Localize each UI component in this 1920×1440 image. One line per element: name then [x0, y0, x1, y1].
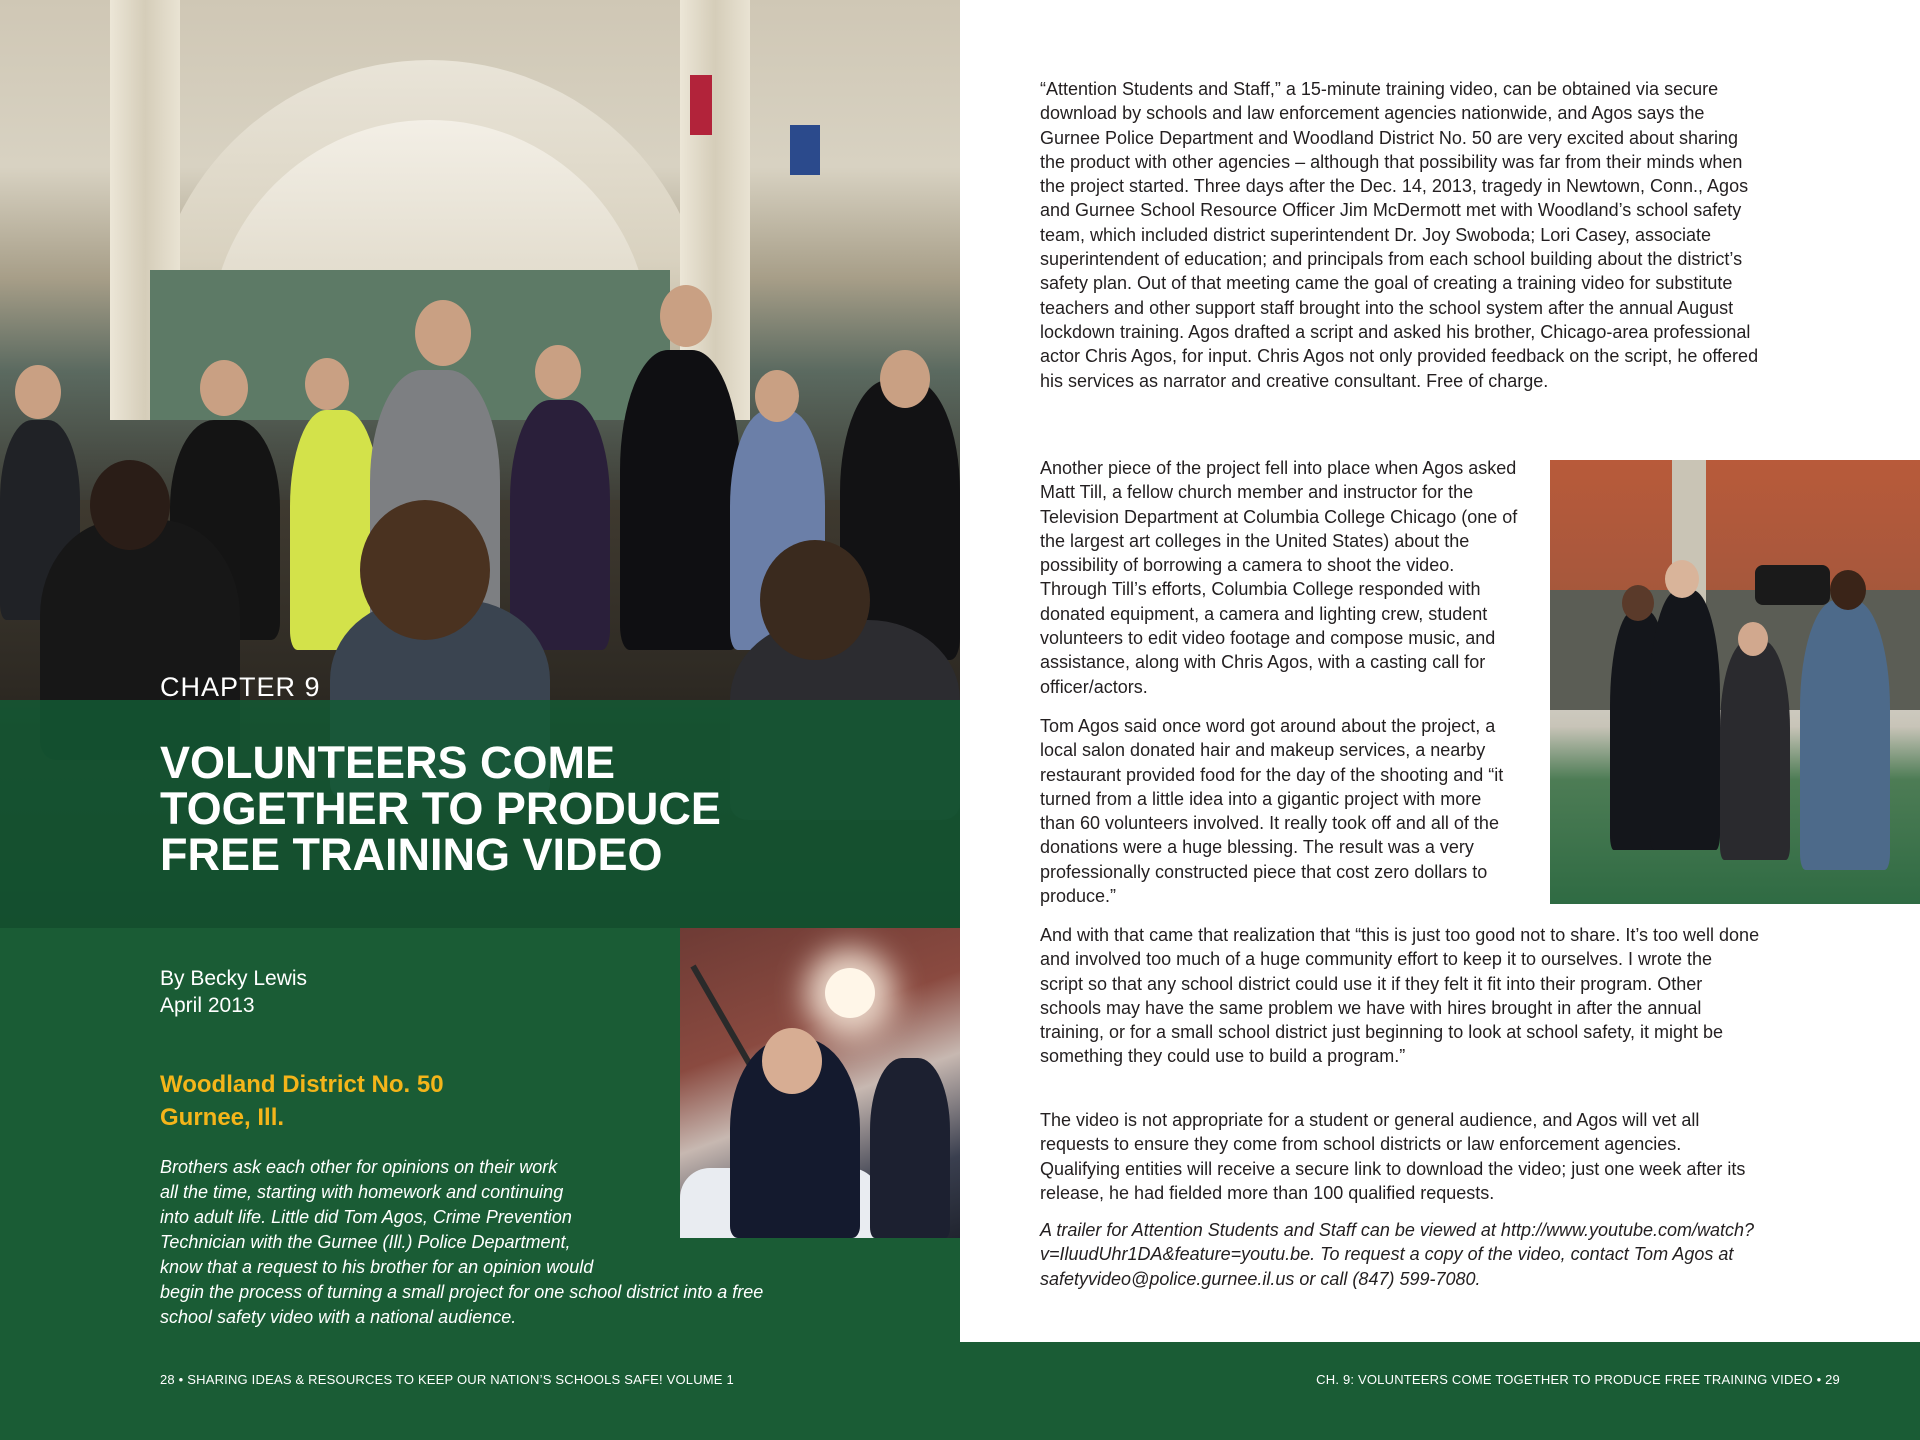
- trailer-note: A trailer for Attention Students and Staff can be viewed at http://www.youtube.com/watch?v=IluudUhr1DA&feature=youtu.be. To request a copy of the video, contact Tom Agos at safetyvideo@police.gurnee.il.us or call (847) 599-7080.: [1040, 1220, 1755, 1289]
- footer-band: [960, 1342, 1920, 1440]
- right-page: [960, 0, 1920, 1440]
- photo-person-head: [90, 460, 170, 550]
- photo-boom-mic: [690, 965, 755, 1072]
- photo-person-head: [1830, 570, 1866, 610]
- chapter-label: CHAPTER 9: [160, 672, 321, 702]
- byline-date: April 2013: [160, 994, 255, 1017]
- photo-banner: [790, 125, 820, 175]
- photo-officer-head: [762, 1028, 822, 1094]
- photo-person-head: [660, 285, 712, 347]
- body-paragraph: “Attention Students and Staff,” a 15-minute training video, can be obtained via secure download by schools and law enforcement agencies nationwide, and Agos says the Gurnee Police Department and Woodland District No. 50 are very excited about sharing the product with other agencies – although that possibility was far from their minds when the project started. Three days after the Dec. 14, 2013, tragedy in Newtown, Conn., Agos and Gurnee School Resource Officer Jim McDermott met with Woodland’s school safety team, which included district superintendent Dr. Joy Swoboda; Lori Casey, associate superintendent of education; and principals from each school building about the district’s safety plan. Out of that meeting came the goal of creating a training video for substitute teachers and other support staff brought into the school system after the annual August lockdown training. Agos drafted a script and asked his brother, Chicago-area professional actor Chris Agos, for input. Chris Agos not only provided feedback on the script, he offered his services as narrator and creative consultant. Free of charge.: [1040, 79, 1759, 391]
- photo-person-head: [755, 370, 799, 422]
- page-footer-left: 28 • SHARING IDEAS & RESOURCES TO KEEP OUR NATION’S SCHOOLS SAFE! VOLUME 1: [160, 1372, 734, 1387]
- photo-person-head: [415, 300, 471, 366]
- intro-line: into adult life. Little did Tom Agos, Crime Prevention: [160, 1207, 572, 1227]
- page-footer-right: CH. 9: VOLUNTEERS COME TOGETHER TO PRODUCE FREE TRAINING VIDEO • 29: [1316, 1372, 1840, 1387]
- byline-author: By Becky Lewis: [160, 967, 308, 990]
- intro-line: Brothers ask each other for opinions on their work: [160, 1157, 558, 1177]
- photo-person: [620, 350, 740, 650]
- district-name: Woodland District No. 50: [160, 1071, 444, 1098]
- photo-person: [870, 1058, 950, 1238]
- chapter-title: VOLUNTEERS COME TOGETHER TO PRODUCE FREE TRAINING VIDEO: [160, 737, 721, 880]
- photo-person-head: [15, 365, 61, 419]
- intro-line: Technician with the Gurnee (Ill.) Police Department,: [160, 1232, 571, 1252]
- district-heading: [160, 1068, 444, 1134]
- district-location: Gurnee, Ill.: [160, 1104, 285, 1131]
- body-paragraph: Tom Agos said once word got around about the project, a local salon donated hair and makeup services, a nearby restaurant provided food for the day of the shooting and “it turned from a little idea into a gigantic project with more than 60 volunteers involved. It really took off and all of the donations were a huge blessing. The result was a very professionally constructed piece that cost zero dollars to produce.”: [1040, 716, 1504, 907]
- intro-line: all the time, starting with homework and continuing: [160, 1182, 564, 1202]
- body-paragraph: Another piece of the project fell into place when Agos asked Matt Till, a fellow church member and instructor for the Television Department at Columbia College Chicago (one of the largest art colleges in the United States) about the possibility of borrowing a camera to shoot the video. Through Till’s efforts, Columbia College responded with donated equipment, a camera and lighting crew, student volunteers to edit video footage and compose music, and assistance, along with Chris Agos, with a casting call for officer/actors.: [1040, 458, 1518, 697]
- intro-line: know that a request to his brother for an opinion would: [160, 1257, 594, 1277]
- intro-paragraph: [160, 1155, 860, 1330]
- photo-person-head: [200, 360, 248, 416]
- photo-camera-operator: [1800, 600, 1890, 870]
- photo-person: [510, 400, 610, 650]
- photo-person-head: [1738, 622, 1768, 656]
- intro-line: school safety video with a national audience.: [160, 1307, 517, 1327]
- intro-line: begin the process of turning a small project for one school district into a free: [160, 1282, 764, 1302]
- photo-video-camera: [1755, 565, 1830, 605]
- photo-person-head: [760, 540, 870, 660]
- body-paragraph: And with that came that realization that “this is just too good not to share. It’s too well done and involved too much of a huge community effort to keep it to ourselves. I wrote the script so that any school district could use it if they felt it fit into their program. Other schools may have the same problem we have with hires brought in after the annual training, or for a small school district just beginning to look at school safety, it might be something they could use to build a program.”: [1040, 925, 1760, 1067]
- photo-person-head: [305, 358, 349, 410]
- photo-officer-figure: [1720, 640, 1790, 860]
- body-paragraph: The video is not appropriate for a student or general audience, and Agos will vet all requests to ensure they come from school districts or law enforcement agencies. Qualifying entities will receive a secure link to download the video; just one week after its release, he had fielded more than 100 qualified requests.: [1040, 1110, 1746, 1203]
- photo-banner: [690, 75, 712, 135]
- photo-person-head: [535, 345, 581, 399]
- photo-officer-figure: [1650, 590, 1720, 850]
- photo-person-head: [360, 500, 490, 640]
- swat-photo: [1550, 460, 1920, 904]
- byline: [160, 965, 307, 1019]
- photo-person-head: [880, 350, 930, 408]
- photo-person-head: [1665, 560, 1699, 598]
- photo-person-head: [1622, 585, 1654, 621]
- photo-studio-light: [825, 968, 875, 1018]
